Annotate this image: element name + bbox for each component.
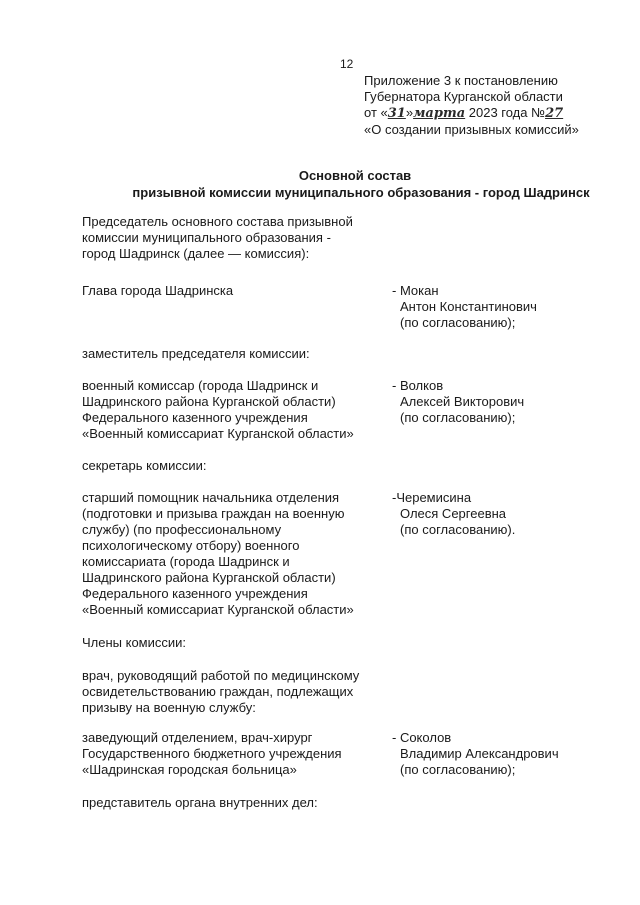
page-number: 12: [340, 57, 354, 71]
heading-line: врач, руководящий работой по медицинскому: [82, 668, 360, 683]
heading-line: освидетельствованию граждан, подлежащих: [82, 684, 354, 699]
intro-line: город Шадринск (далее — комиссия):: [82, 246, 310, 261]
appendix-date-quote: »: [405, 105, 414, 120]
heading-line: призыву на военную службу:: [82, 700, 256, 715]
intro-text: [82, 214, 382, 262]
position-line: заведующий отделением, врач-хирург: [82, 730, 313, 745]
position-line: Шадринского района Курганской области): [82, 570, 336, 585]
position-line: военный комиссар (города Шадринск и: [82, 378, 319, 393]
secretary-heading: секретарь комиссии:: [82, 458, 207, 473]
doctor-position: [82, 730, 382, 778]
document-title: [100, 167, 610, 201]
appendix-year: 2023 года №: [465, 105, 546, 120]
person-name: Алексей Викторович: [400, 394, 525, 409]
handwritten-number: 27: [545, 106, 564, 121]
position-line: Глава города Шадринска: [82, 283, 234, 298]
person-name: Владимир Александрович: [400, 746, 559, 761]
intro-line: комиссии муниципального образования -: [82, 230, 331, 245]
person-note: (по согласованию);: [400, 315, 516, 330]
intro-line: Председатель основного состава призывной: [82, 214, 353, 229]
position-line: службу) (по профессиональному: [82, 522, 282, 537]
person-surname: - Соколов: [392, 730, 452, 745]
person-name: Олеся Сергеевна: [400, 506, 507, 521]
person-surname: -Черемисина: [392, 490, 472, 505]
handwritten-day: 31: [387, 106, 406, 121]
position-line: комиссариата (города Шадринск и: [82, 554, 290, 569]
position-line: «Военный комиссариат Курганской области»: [82, 602, 354, 617]
doctor-heading: [82, 668, 382, 716]
title-line-1: Основной состав: [298, 168, 412, 183]
person-surname: - Мокан: [392, 283, 439, 298]
position-line: Федерального казенного учреждения: [82, 410, 308, 425]
position-line: «Военный комиссариат Курганской области»: [82, 426, 354, 441]
deputy-heading: заместитель председателя комиссии:: [82, 346, 310, 361]
position-line: Шадринского района Курганской области): [82, 394, 336, 409]
members-heading: Члены комиссии:: [82, 635, 187, 650]
person-surname: - Волков: [392, 378, 444, 393]
position-line: «Шадринская городская больница»: [82, 762, 297, 777]
person-note: (по согласованию);: [400, 410, 516, 425]
doctor-person: [392, 730, 612, 778]
chair-person: [392, 283, 612, 331]
police-heading: представитель органа внутренних дел:: [82, 795, 318, 810]
secretary-position: [82, 490, 382, 618]
deputy-person: [392, 378, 612, 426]
person-note: (по согласованию).: [400, 522, 516, 537]
person-note: (по согласованию);: [400, 762, 516, 777]
appendix-line-4: «О создании призывных комиссий»: [364, 122, 579, 137]
appendix-date-prefix: от «: [364, 105, 388, 120]
position-line: Государственного бюджетного учреждения: [82, 746, 342, 761]
position-line: старший помощник начальника отделения: [82, 490, 340, 505]
appendix-line-3: [364, 105, 579, 122]
position-line: психологическому отбору) военного: [82, 538, 300, 553]
title-line-2: призывной комиссии муниципального образования - город Шадринск: [132, 185, 590, 200]
deputy-position: [82, 378, 382, 442]
chair-position: [82, 283, 382, 299]
handwritten-month: марта: [413, 106, 466, 121]
secretary-person: [392, 490, 612, 538]
appendix-header: [364, 73, 579, 138]
appendix-line-1: Приложение 3 к постановлению: [364, 73, 558, 88]
position-line: (подготовки и призыва граждан на военную: [82, 506, 345, 521]
person-name: Антон Константинович: [400, 299, 537, 314]
appendix-line-2: Губернатора Курганской области: [364, 89, 563, 104]
position-line: Федерального казенного учреждения: [82, 586, 308, 601]
